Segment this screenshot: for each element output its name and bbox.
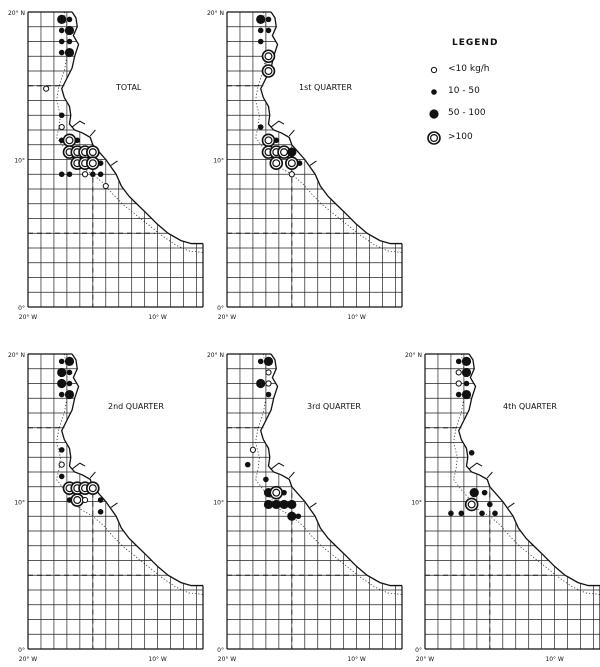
catch-point-filled-large bbox=[256, 379, 265, 388]
panel-title: 3rd QUARTER bbox=[307, 402, 361, 411]
latitude-label-mid: 10° bbox=[14, 499, 25, 507]
latitude-label-top: 20° N bbox=[206, 10, 224, 17]
catch-point-filled-small bbox=[59, 28, 65, 34]
panel-title: 2nd QUARTER bbox=[108, 402, 164, 411]
catch-point-filled-small bbox=[245, 462, 251, 468]
latitude-label-mid: 10° bbox=[213, 157, 224, 165]
panel-title: TOTAL bbox=[116, 83, 142, 92]
catch-point-double-ring bbox=[262, 50, 274, 62]
catch-point-open-small bbox=[103, 183, 108, 188]
catch-point-filled-large bbox=[256, 15, 265, 24]
catch-point-filled-small bbox=[469, 450, 475, 456]
land-mask bbox=[261, 352, 404, 586]
latitude-label-bottom: 0° bbox=[18, 647, 25, 654]
catch-point-filled-small bbox=[67, 171, 73, 177]
land-mask bbox=[459, 352, 600, 586]
map-panel-1 bbox=[8, 10, 205, 321]
catch-point-open-small bbox=[59, 462, 64, 467]
catch-point-open-small bbox=[44, 86, 49, 91]
longitude-label-mid: 10° W bbox=[347, 314, 366, 321]
catch-point-filled-small bbox=[59, 39, 65, 45]
catch-point-filled-large bbox=[287, 512, 296, 521]
catch-point-filled-small bbox=[98, 160, 104, 166]
land-mask bbox=[62, 352, 205, 586]
catch-point-filled-small bbox=[258, 28, 264, 34]
catch-point-filled-small bbox=[263, 477, 269, 483]
catch-point-open-small bbox=[59, 124, 64, 129]
catch-point-filled-large bbox=[65, 26, 74, 35]
latitude-label-bottom: 0° bbox=[217, 305, 224, 312]
catch-point-filled-small bbox=[487, 502, 493, 508]
catch-point-filled-large bbox=[57, 368, 66, 377]
longitude-label-mid: 10° W bbox=[148, 656, 167, 663]
land-mask bbox=[261, 10, 404, 244]
catch-point-filled-large bbox=[287, 500, 296, 509]
catch-point-filled-small bbox=[464, 381, 470, 387]
catch-point-filled-small bbox=[67, 17, 73, 23]
legend-label: >100 bbox=[448, 132, 473, 142]
catch-point-filled-small bbox=[448, 511, 454, 517]
filled-large-circle-icon bbox=[424, 106, 444, 122]
map-panel-2 bbox=[207, 10, 404, 321]
longitude-label-mid: 10° W bbox=[347, 656, 366, 663]
catch-point-double-ring bbox=[87, 482, 99, 494]
legend bbox=[410, 38, 570, 168]
catch-point-filled-small bbox=[258, 359, 264, 365]
latitude-label-bottom: 0° bbox=[18, 305, 25, 312]
catch-point-filled-large bbox=[462, 357, 471, 366]
catch-point-filled-small bbox=[98, 497, 104, 503]
open-small-circle-icon bbox=[424, 62, 444, 78]
catch-point-filled-small bbox=[59, 392, 65, 398]
catch-point-open-small bbox=[456, 381, 461, 386]
longitude-label-mid: 10° W bbox=[148, 314, 167, 321]
latitude-label-top: 20° N bbox=[7, 10, 25, 17]
catch-point-double-ring bbox=[286, 157, 298, 169]
catch-point-filled-large bbox=[57, 15, 66, 24]
catch-point-filled-small bbox=[492, 511, 498, 517]
catch-point-filled-small bbox=[67, 370, 73, 376]
catch-point-double-ring bbox=[270, 157, 282, 169]
catch-point-double-ring bbox=[262, 65, 274, 77]
catch-point-filled-small bbox=[59, 359, 65, 365]
longitude-label-left: 20° W bbox=[217, 314, 237, 321]
catch-point-double-ring bbox=[87, 157, 99, 169]
catch-point-open-small bbox=[289, 172, 294, 177]
latitude-label-top: 20° N bbox=[404, 352, 422, 359]
catch-point-double-ring bbox=[466, 498, 478, 510]
legend-label: <10 kg/h bbox=[448, 64, 490, 74]
longitude-label-left: 20° W bbox=[217, 656, 237, 663]
catch-point-filled-large bbox=[462, 368, 471, 377]
latitude-label-bottom: 0° bbox=[415, 647, 422, 654]
catch-point-double-ring bbox=[71, 494, 83, 506]
catch-point-filled-small bbox=[258, 124, 264, 130]
catch-point-filled-small bbox=[59, 50, 65, 56]
legend-row-filled-large bbox=[410, 106, 570, 122]
catch-point-filled-small bbox=[281, 490, 287, 496]
latitude-label-top: 20° N bbox=[7, 352, 25, 359]
catch-point-filled-small bbox=[297, 160, 303, 166]
catch-point-double-ring bbox=[87, 146, 99, 158]
catch-point-double-ring bbox=[270, 487, 282, 499]
legend-row-open-small bbox=[410, 62, 570, 78]
catch-point-filled-large bbox=[57, 379, 66, 388]
catch-point-open-small bbox=[82, 172, 87, 177]
catch-point-filled-small bbox=[273, 138, 279, 144]
double-ring-circle-icon bbox=[424, 130, 444, 146]
catch-point-filled-large bbox=[470, 488, 479, 497]
longitude-label-left: 20° W bbox=[18, 656, 38, 663]
catch-point-filled-small bbox=[67, 39, 73, 45]
legend-row-filled-small bbox=[410, 84, 570, 100]
longitude-label-mid: 10° W bbox=[545, 656, 564, 663]
latitude-label-mid: 10° bbox=[411, 499, 422, 507]
catch-point-filled-small bbox=[67, 381, 73, 387]
catch-point-open-small bbox=[456, 370, 461, 375]
catch-point-filled-small bbox=[266, 392, 272, 398]
panel-title: 1st QUARTER bbox=[299, 83, 353, 92]
catch-point-filled-small bbox=[98, 171, 104, 177]
catch-point-double-ring bbox=[63, 134, 75, 146]
catch-point-filled-small bbox=[59, 474, 65, 480]
catch-point-double-ring bbox=[262, 134, 274, 146]
map-panel-5 bbox=[405, 352, 600, 663]
catch-point-filled-large bbox=[65, 390, 74, 399]
catch-point-filled-small bbox=[59, 171, 65, 177]
catch-point-filled-small bbox=[98, 509, 104, 515]
catch-point-filled-small bbox=[258, 39, 264, 45]
catch-point-filled-small bbox=[90, 171, 96, 177]
catch-point-filled-small bbox=[456, 359, 462, 365]
catch-point-filled-large bbox=[462, 390, 471, 399]
legend-title: LEGEND bbox=[452, 38, 499, 48]
catch-point-filled-small bbox=[456, 392, 462, 398]
map-panel-3 bbox=[8, 352, 205, 663]
land-mask bbox=[62, 10, 205, 244]
catch-point-filled-small bbox=[59, 447, 65, 453]
catch-point-filled-large bbox=[65, 48, 74, 57]
catch-point-open-small bbox=[266, 370, 271, 375]
legend-label: 50 - 100 bbox=[448, 108, 486, 118]
catch-point-open-small bbox=[250, 447, 255, 452]
catch-point-filled-small bbox=[295, 513, 301, 519]
catch-point-filled-large bbox=[287, 148, 296, 157]
catch-point-open-small bbox=[82, 497, 87, 502]
longitude-label-left: 20° W bbox=[18, 314, 38, 321]
catch-point-open-small bbox=[266, 381, 271, 386]
catch-point-filled-small bbox=[59, 112, 65, 118]
legend-label: 10 - 50 bbox=[448, 86, 480, 96]
catch-point-filled-small bbox=[266, 17, 272, 23]
latitude-label-mid: 10° bbox=[14, 157, 25, 165]
catch-point-filled-small bbox=[458, 511, 464, 517]
map-panel-4 bbox=[207, 352, 404, 663]
legend-row-double-ring bbox=[410, 130, 570, 146]
latitude-label-top: 20° N bbox=[206, 352, 224, 359]
latitude-label-mid: 10° bbox=[213, 499, 224, 507]
catch-point-filled-small bbox=[482, 490, 488, 496]
catch-point-filled-small bbox=[266, 28, 272, 34]
catch-point-filled-large bbox=[65, 357, 74, 366]
longitude-label-left: 20° W bbox=[415, 656, 435, 663]
latitude-label-bottom: 0° bbox=[217, 647, 224, 654]
catch-point-filled-small bbox=[479, 511, 485, 517]
catch-point-filled-large bbox=[264, 357, 273, 366]
panel-title: 4th QUARTER bbox=[503, 402, 557, 411]
filled-small-circle-icon bbox=[424, 84, 444, 100]
catch-point-filled-small bbox=[74, 138, 80, 144]
